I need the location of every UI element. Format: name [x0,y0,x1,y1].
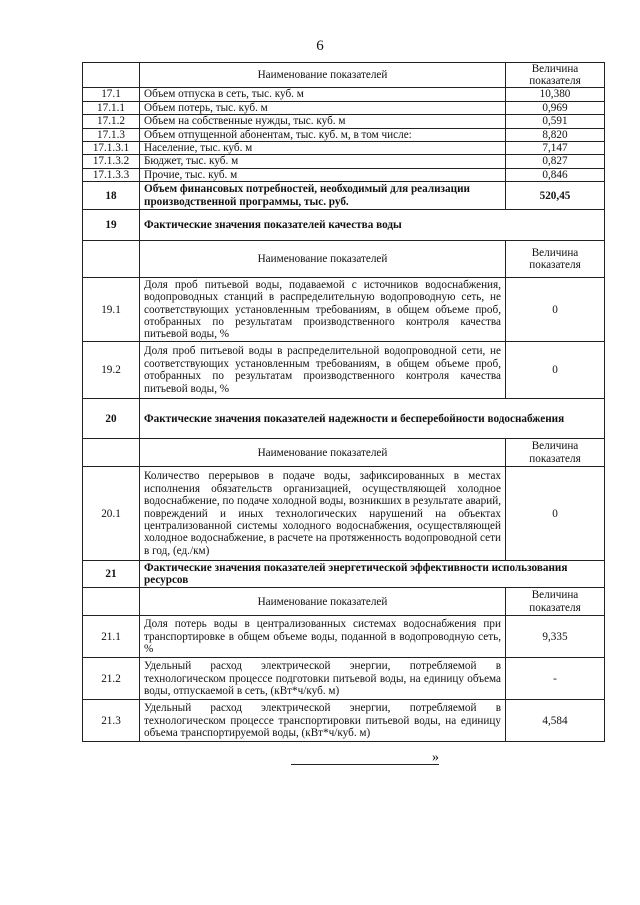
table-row [83,700,605,742]
row-number: 17.1.3.2 [83,155,140,168]
row-number: 17.1.3.1 [83,142,140,155]
row-number: 21.2 [83,658,140,700]
row-number: 18 [83,182,140,210]
row-number: 17.1.3 [83,128,140,141]
header-empty-cell [83,63,140,88]
table-row [83,658,605,700]
header-value-line2: показателя [529,75,581,88]
header-value-line1: Величина [531,440,579,453]
section-title: Фактические значения показателей надежности и бесперебойности водоснабжения [140,399,605,439]
row-value: 0 [506,467,605,561]
row-name: Удельный расход электрической энергии, потребляемой в технологическом процессе подготовки питьевой воды, на единицу объема воды, отпускаемой в сеть, (кВт*ч/куб. м) [140,658,506,700]
table-header-row [83,63,605,88]
table-row [83,142,605,155]
row-number: 21.3 [83,700,140,742]
header-value-line1: Величина [531,589,579,602]
header-value [506,241,605,278]
row-number: 17.1.2 [83,115,140,128]
section-21-title-row [83,561,605,588]
row-name: Объем потерь, тыс. куб. м [140,101,506,114]
header-name: Наименование показателей [140,241,506,278]
row-value: 0,969 [506,101,605,114]
header-empty-cell [83,241,140,278]
header-value-line2: показателя [529,259,581,272]
row-number: 17.1.3.3 [83,168,140,181]
indicators-table [82,62,605,742]
row-name: Население, тыс. куб. м [140,142,506,155]
section-title: Фактические значения показателей качества воды [140,210,605,241]
row-number: 21.1 [83,616,140,658]
header-name: Наименование показателей [140,63,506,88]
table-row [83,155,605,168]
row-value: 0,827 [506,155,605,168]
row-name: Объем отпущенной абонентам, тыс. куб. м, в том числе: [140,128,506,141]
row-value: 0,846 [506,168,605,181]
section-20-title-row [83,399,605,439]
table-row [83,467,605,561]
table-row [83,616,605,658]
row-value: 520,45 [506,182,605,210]
header-name: Наименование показателей [140,588,506,616]
section-number: 19 [83,210,140,241]
header-value-line1: Величина [531,246,579,259]
header-value [506,588,605,616]
section-19-title-row [83,210,605,241]
table-header-row [83,241,605,278]
header-value-line1: Величина [531,63,579,75]
row-name: Доля потерь воды в централизованных системах водоснабжения при транспортировке в общем объеме воды, поданной в водопроводную сеть, % [140,616,506,658]
table-row [83,88,605,101]
section-number: 20 [83,399,140,439]
row-number: 17.1 [83,88,140,101]
row-name: Объем отпуска в сеть, тыс. куб. м [140,88,506,101]
row-name: Доля проб питьевой воды, подаваемой с источников водоснабжения, водопроводных станций в распределительную водопроводную сеть, не соответствующих установленным требованиям, в общем объеме проб, отобранных по результатам производственного контроля качества питьевой воды, % [140,278,506,342]
table-row [83,342,605,399]
table-row [83,168,605,181]
row-value: 0,591 [506,115,605,128]
row-number: 19.1 [83,278,140,342]
header-value-line2: показателя [529,601,581,614]
row-value: 9,335 [506,616,605,658]
footer-closing-quote: » [432,750,439,765]
footer-signature-line [291,764,439,765]
row-name: Доля проб питьевой воды в распределительной водопроводной сети, не соответствующих установленным требованиям, в общем объеме проб, отобранных по результатам производственного контроля качества питьевой воды, % [140,342,506,399]
row-value: 4,584 [506,700,605,742]
row-value: 0 [506,342,605,399]
table-row [83,278,605,342]
table-row [83,115,605,128]
row-name: Удельный расход электрической энергии, потребляемой в технологическом процессе транспортировки питьевой воды, на единицу объема транспортируемой воды, (кВт*ч/куб. м) [140,700,506,742]
table-row-18 [83,182,605,210]
row-name: Объем на собственные нужды, тыс. куб. м [140,115,506,128]
row-name: Прочие, тыс. куб. м [140,168,506,181]
row-number: 19.2 [83,342,140,399]
page-number: 6 [316,38,324,54]
row-value: 7,147 [506,142,605,155]
header-name: Наименование показателей [140,439,506,467]
row-number: 17.1.1 [83,101,140,114]
row-name: Бюджет, тыс. куб. м [140,155,506,168]
header-value [506,439,605,467]
header-value-line2: показателя [529,452,581,465]
row-name: Количество перерывов в подаче воды, зафиксированных в местах исполнения обязательств организацией, осуществляющей холодное водоснабжение, по подаче холодной воды, возникших в результате аварий, повреждений и иных технологических нарушений на объектах централизованной системы холодного водоснабжения, осуществляющей холодное водоснабжение, в расчете на протяженность водопроводной сети в год, (ед./км) [140,467,506,561]
row-value: 0 [506,278,605,342]
row-value: - [506,658,605,700]
table-header-row [83,588,605,616]
header-empty-cell [83,439,140,467]
table-row [83,128,605,141]
section-number: 21 [83,561,140,588]
row-value: 8,820 [506,128,605,141]
row-name: Объем финансовых потребностей, необходимый для реализации производственной программы, тыс. руб. [140,182,506,210]
table-header-row [83,439,605,467]
header-empty-cell [83,588,140,616]
table-row [83,101,605,114]
row-value: 10,380 [506,88,605,101]
header-value [506,63,605,88]
section-title: Фактические значения показателей энергетической эффективности использования ресурсов [140,561,605,588]
row-number: 20.1 [83,467,140,561]
